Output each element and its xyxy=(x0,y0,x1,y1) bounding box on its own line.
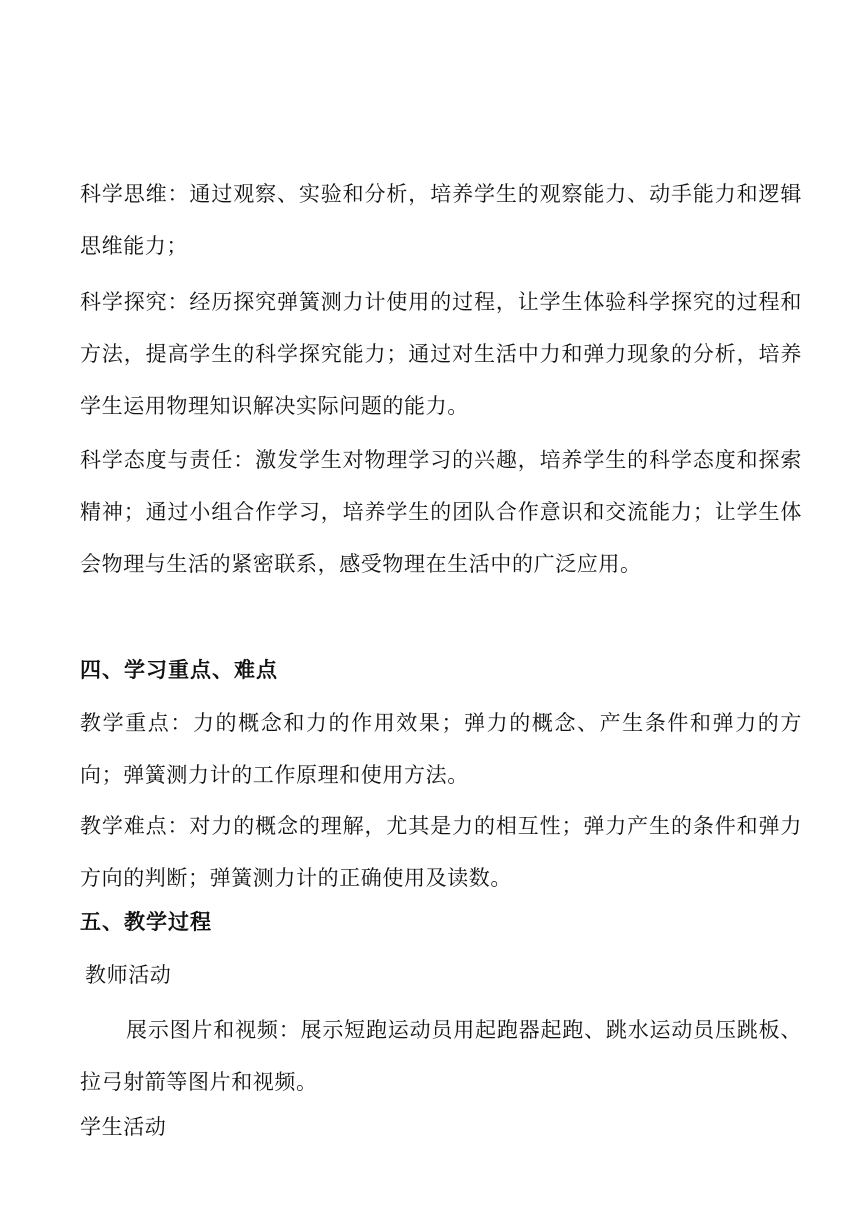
section-four-heading: 四、学习重点、难点 xyxy=(80,657,278,682)
objective-scientific-attitude: 科学态度与责任：激发学生对物理学习的兴趣，培养学生的科学态度和探索精神；通过小组合作学习，培养学生的团队合作意识和交流能力；让学生体会物理与生活的紧密联系，感受物理在生活中的广泛应用。 xyxy=(80,448,802,576)
objective-scientific-inquiry: 科学探究：经历探究弹簧测力计使用的过程，让学生体验科学探究的过程和方法，提高学生的科学探究能力；通过对生活中力和弹力现象的分析，培养学生运用物理知识解决实际问题的能力。 xyxy=(80,290,802,418)
section-five-heading: 五、教学过程 xyxy=(80,909,212,934)
teaching-difficulties: 教学难点：对力的概念的理解，尤其是力的相互性；弹力产生的条件和弹力方向的判断；弹簧测力计的正确使用及读数。 xyxy=(80,814,802,890)
objective-scientific-thinking: 科学思维：通过观察、实验和分析，培养学生的观察能力、动手能力和逻辑思维能力； xyxy=(80,182,802,258)
teacher-activity-label: 教师活动 xyxy=(85,963,172,987)
teacher-activity-text: 展示图片和视频：展示短跑运动员用起跑器起跑、跳水运动员压跳板、拉弓射箭等图片和视频。 xyxy=(80,1018,802,1094)
student-activity-label: 学生活动 xyxy=(80,1115,167,1139)
teaching-key-points: 教学重点：力的概念和力的作用效果；弹力的概念、产生条件和弹力的方向；弹簧测力计的工作原理和使用方法。 xyxy=(80,711,802,787)
